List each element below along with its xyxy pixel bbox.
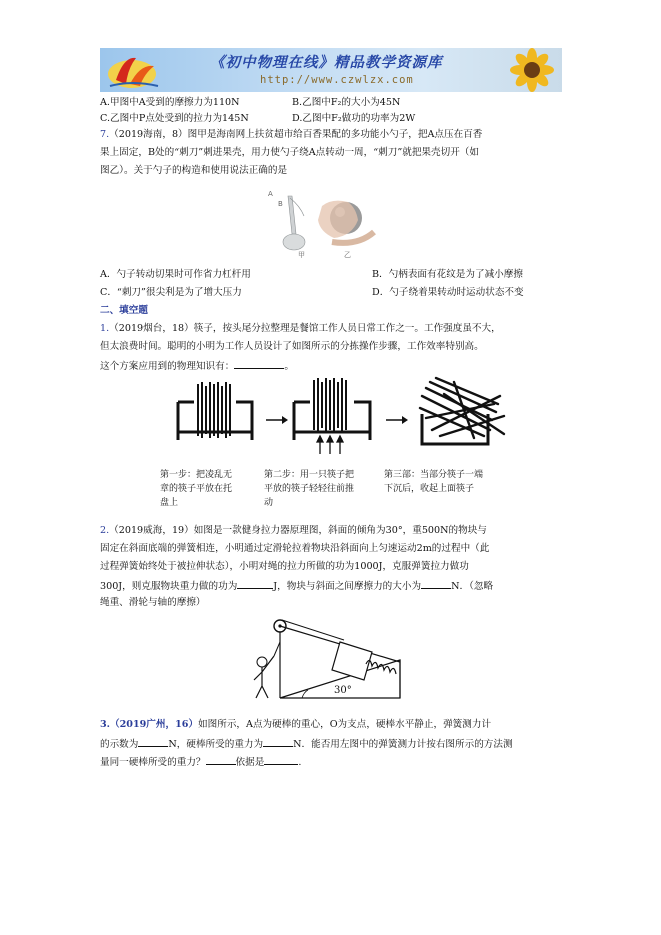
- q2-number: 2.: [100, 525, 110, 536]
- q3-line2: 的示数为 N，硬棒所受的重力为 N．能否用左图中的弹簧测力计按右图所示的方法测: [100, 736, 513, 752]
- q7-line2: 果上固定，B处的“刺刀”刺进果壳，用力使勺子绕A点转动一周，“刺刀”就把果壳切开（如: [100, 147, 479, 158]
- q3-answer-blank-2[interactable]: [263, 736, 293, 747]
- q1-answer-blank[interactable]: [234, 358, 284, 369]
- incline-figure: [240, 612, 422, 706]
- q7-number: 7.: [100, 129, 110, 140]
- step1-caption: 第一步：把凌乱无 章的筷子平放在托 盘上: [160, 470, 233, 508]
- sunflower-icon: [502, 48, 562, 92]
- q7-line1: 7.（2019海南，8）图甲是海南网上扶贫超市给百香果配的多功能小勺子，把A点压在百香: [100, 129, 483, 140]
- q6-option-a: A.甲图中A受到的摩擦力为110N: [100, 97, 240, 108]
- q1-number: 1.: [100, 323, 110, 334]
- q1-line3: 这个方案应用到的物理知识有： 。: [100, 358, 294, 374]
- q1-line2: 但太浪费时间。聪明的小明为工作人员设计了如图所示的分拣操作步骤，工作效率特别高。: [100, 341, 484, 352]
- q6-option-c: C.乙图中P点处受到的拉力为145N: [100, 113, 249, 124]
- q3-answer-blank-1[interactable]: [138, 736, 168, 747]
- chopsticks-figure: [174, 374, 510, 458]
- q2-line4: 300J，则克服物块重力做的功为 J，物块与斜面之间摩擦力的大小为 N．（忽略: [100, 578, 493, 594]
- fig-label-jia: 甲: [298, 251, 305, 259]
- banner-title: 《初中物理在线》精品教学资源库: [210, 55, 443, 71]
- q2-line2: 固定在斜面底端的弹簧相连，小明通过定滑轮拉着物块沿斜面向上匀速运动2m的过程中（此: [100, 543, 490, 554]
- header-banner: [100, 48, 562, 92]
- q7-option-a: A．勺子转动切果时可作省力杠杆用: [100, 269, 251, 280]
- fig-label-b: B: [278, 200, 283, 208]
- angle-label: 30°: [334, 685, 352, 696]
- q3-answer-blank-3[interactable]: [206, 754, 236, 765]
- q6-option-b: B.乙图中F₂的大小为45N: [292, 97, 401, 108]
- q6-option-d: D.乙图中F₂做功的功率为2W: [292, 113, 416, 124]
- q7-line3: 图乙）。关于勺子的构造和使用说法正确的是: [100, 165, 288, 176]
- q3-number: 3.: [100, 719, 111, 730]
- q3-line1: 3.（2019广州，16）如图所示，A点为硬棒的重心，O为支点，硬棒水平静止，弹簧测力计: [100, 719, 492, 730]
- step3-caption: 第三部：当部分筷子一端 下沉后，收起上面筷子: [384, 470, 484, 494]
- q2-answer-blank-2[interactable]: [421, 578, 451, 589]
- banner-url: http://www.czwlzx.com: [260, 74, 414, 86]
- fig-label-a: A: [268, 190, 273, 198]
- step2-caption: 第二步：用一只筷子把 平放的筷子轻轻往前推 动: [264, 470, 355, 508]
- logo-icon: [106, 50, 162, 90]
- q2-line1: 2.（2019威海，19）如图是一款健身拉力器原理图，斜面的倾角为30°，重500N的物块与: [100, 525, 487, 536]
- q7-option-c: C．“刺刀”很尖利是为了增大压力: [100, 287, 242, 298]
- q7-option-d: D．勺子绕着果转动时运动状态不变: [372, 287, 524, 298]
- q3-answer-blank-4[interactable]: [264, 754, 298, 765]
- q2-line3: 过程弹簧始终处于被拉伸状态），小明对绳的拉力所做的功为1000J，克服弹簧拉力做功: [100, 561, 469, 572]
- q2-line5: 绳重、滑轮与轴的摩擦）: [100, 597, 206, 608]
- q1-line1: 1.（2019烟台，18）筷子，按头尾分拉整理是餐馆工作人员日常工作之一。工作强度虽不大，: [100, 323, 501, 334]
- q2-answer-blank-1[interactable]: [237, 578, 273, 589]
- q7-option-b: B．勺柄表面有花纹是为了减小摩擦: [372, 269, 523, 280]
- section-title: 二、填空题: [100, 305, 148, 316]
- q3-line3: 量同一硬棒所受的重力？ 依据是 .: [100, 754, 301, 770]
- spoon-figure: [262, 186, 382, 264]
- fig-label-yi: 乙: [344, 251, 351, 259]
